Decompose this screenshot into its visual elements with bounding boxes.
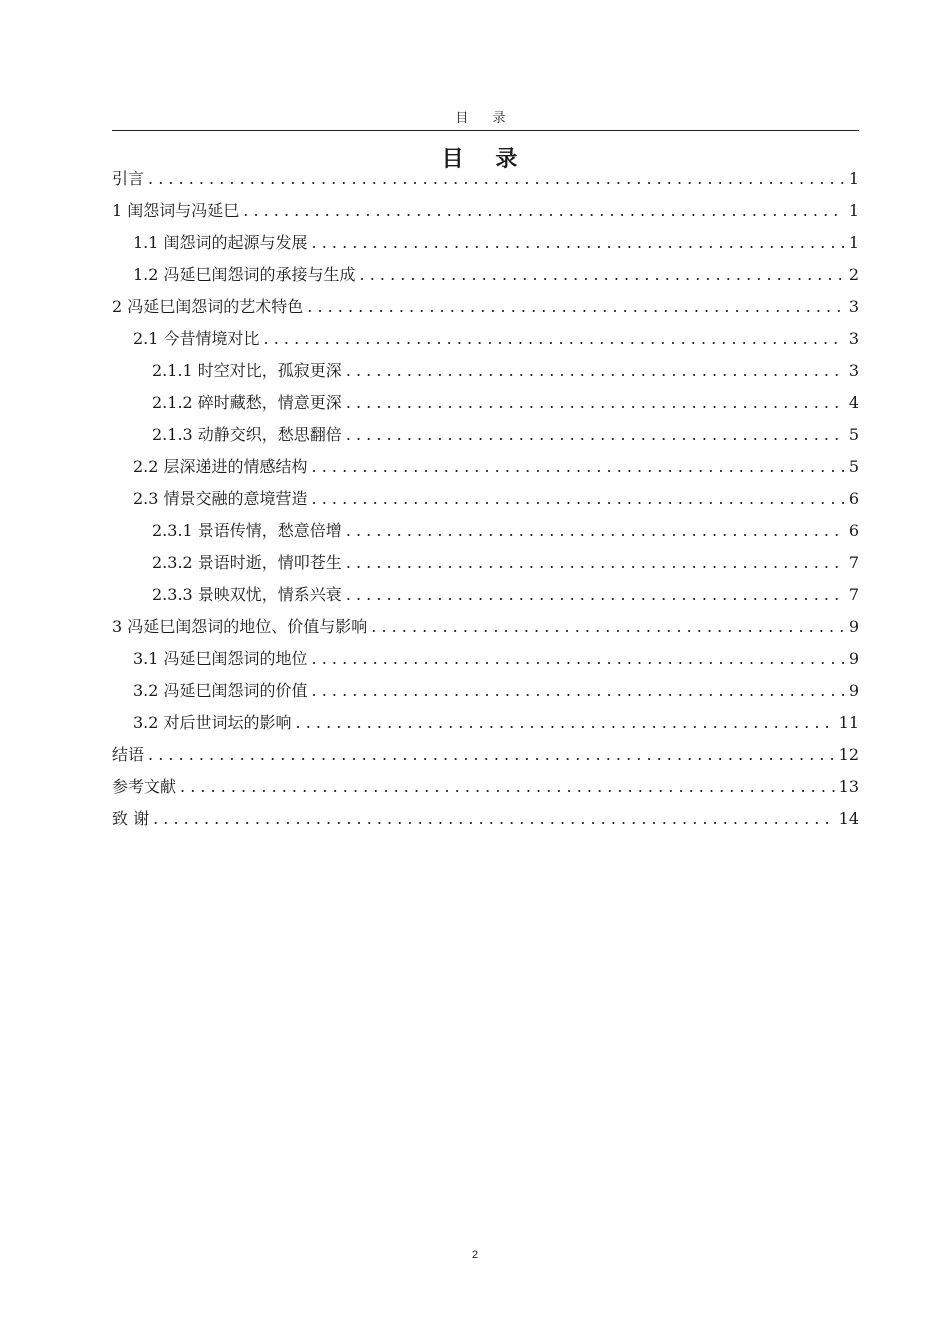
toc-leader-dots	[312, 643, 845, 675]
toc-entry-label: 致 谢	[112, 809, 150, 828]
toc-entry-page: 7	[848, 553, 859, 572]
page-title: 目 录	[441, 147, 530, 172]
page-number: 2	[471, 1249, 479, 1261]
toc-entry-page: 5	[848, 457, 859, 476]
toc-entry[interactable]	[112, 675, 859, 707]
toc-entry-label: 2.2 层深递进的情感结构	[133, 457, 308, 476]
toc-entry[interactable]	[112, 355, 859, 387]
toc-entry-page: 6	[848, 521, 859, 540]
toc-entry[interactable]	[112, 547, 859, 579]
table-of-contents	[112, 163, 859, 835]
toc-entry-page: 1	[848, 233, 859, 252]
toc-leader-dots	[312, 675, 845, 707]
toc-entry-label: 1 闺怨词与冯延巳	[112, 201, 240, 220]
toc-entry-page: 9	[848, 649, 859, 668]
toc-entry-page: 11	[838, 713, 859, 732]
toc-entry[interactable]	[112, 323, 859, 355]
toc-leader-dots	[312, 483, 845, 515]
toc-entry[interactable]	[112, 227, 859, 259]
toc-entry[interactable]	[112, 579, 859, 611]
toc-leader-dots	[346, 355, 845, 387]
toc-leader-dots	[360, 259, 845, 291]
toc-leader-dots	[264, 323, 845, 355]
toc-entry-page: 3	[848, 297, 859, 316]
toc-entry-label: 2.1.2 碎时藏愁，情意更深	[152, 393, 342, 412]
toc-entry-page: 12	[838, 745, 859, 764]
toc-leader-dots	[346, 547, 845, 579]
toc-entry[interactable]	[112, 739, 859, 771]
header-rule	[112, 130, 859, 131]
toc-entry[interactable]	[112, 195, 859, 227]
toc-leader-dots	[148, 739, 835, 771]
toc-entry-label: 3.2 冯延巳闺怨词的价值	[133, 681, 308, 700]
toc-entry-label: 1.2 冯延巳闺怨词的承接与生成	[133, 265, 356, 284]
toc-entry[interactable]	[112, 515, 859, 547]
toc-leader-dots	[312, 227, 845, 259]
toc-entry[interactable]	[112, 259, 859, 291]
toc-entry-label: 2.1 今昔情境对比	[133, 329, 260, 348]
toc-entry-label: 2.3 情景交融的意境营造	[133, 489, 308, 508]
toc-entry-label: 2.3.2 景语时逝，情叩苍生	[152, 553, 342, 572]
toc-entry[interactable]	[112, 611, 859, 643]
toc-entry[interactable]	[112, 707, 859, 739]
toc-entry-label: 2.1.3 动静交织，愁思翻倍	[152, 425, 342, 444]
toc-entry-page: 7	[848, 585, 859, 604]
toc-entry[interactable]	[112, 387, 859, 419]
toc-entry[interactable]	[112, 483, 859, 515]
toc-entry[interactable]	[112, 803, 859, 835]
toc-entry-label: 3.1 冯延巳闺怨词的地位	[133, 649, 308, 668]
toc-leader-dots	[296, 707, 835, 739]
toc-entry-label: 2.3.3 景映双忧，情系兴衰	[152, 585, 342, 604]
toc-entry-page: 2	[848, 265, 859, 284]
toc-entry-label: 3.2 对后世词坛的影响	[133, 713, 292, 732]
toc-entry-label: 引言	[112, 169, 145, 188]
toc-leader-dots	[346, 515, 845, 547]
toc-leader-dots	[148, 163, 845, 195]
toc-leader-dots	[346, 419, 845, 451]
toc-entry[interactable]	[112, 163, 859, 195]
toc-entry-label: 2.3.1 景语传情，愁意倍增	[152, 521, 342, 540]
toc-leader-dots	[312, 451, 845, 483]
toc-leader-dots	[346, 387, 845, 419]
toc-entry-page: 6	[848, 489, 859, 508]
toc-entry-label: 1.1 闺怨词的起源与发展	[133, 233, 308, 252]
toc-entry-page: 14	[838, 809, 859, 828]
toc-leader-dots	[153, 803, 835, 835]
toc-leader-dots	[307, 291, 845, 323]
toc-entry-label: 结语	[112, 745, 145, 764]
toc-entry-page: 3	[848, 329, 859, 348]
toc-entry[interactable]	[112, 771, 859, 803]
toc-entry-page: 1	[848, 169, 859, 188]
toc-leader-dots	[371, 611, 845, 643]
toc-entry-page: 1	[848, 201, 859, 220]
toc-entry[interactable]	[112, 419, 859, 451]
toc-entry-label: 2.1.1 时空对比，孤寂更深	[152, 361, 342, 380]
toc-leader-dots	[180, 771, 835, 803]
toc-entry-page: 4	[848, 393, 859, 412]
toc-entry[interactable]	[112, 643, 859, 675]
toc-entry-page: 5	[848, 425, 859, 444]
toc-entry-page: 9	[848, 681, 859, 700]
toc-entry-label: 3 冯延巳闺怨词的地位、价值与影响	[112, 617, 368, 636]
toc-entry-label: 2 冯延巳闺怨词的艺术特色	[112, 297, 304, 316]
toc-entry[interactable]	[112, 451, 859, 483]
toc-entry[interactable]	[112, 291, 859, 323]
toc-leader-dots	[346, 579, 845, 611]
toc-leader-dots	[243, 195, 845, 227]
toc-entry-page: 3	[848, 361, 859, 380]
toc-entry-page: 13	[838, 777, 859, 796]
toc-entry-label: 参考文献	[112, 777, 177, 796]
running-header: 目 录	[455, 111, 516, 126]
toc-entry-page: 9	[848, 617, 859, 636]
